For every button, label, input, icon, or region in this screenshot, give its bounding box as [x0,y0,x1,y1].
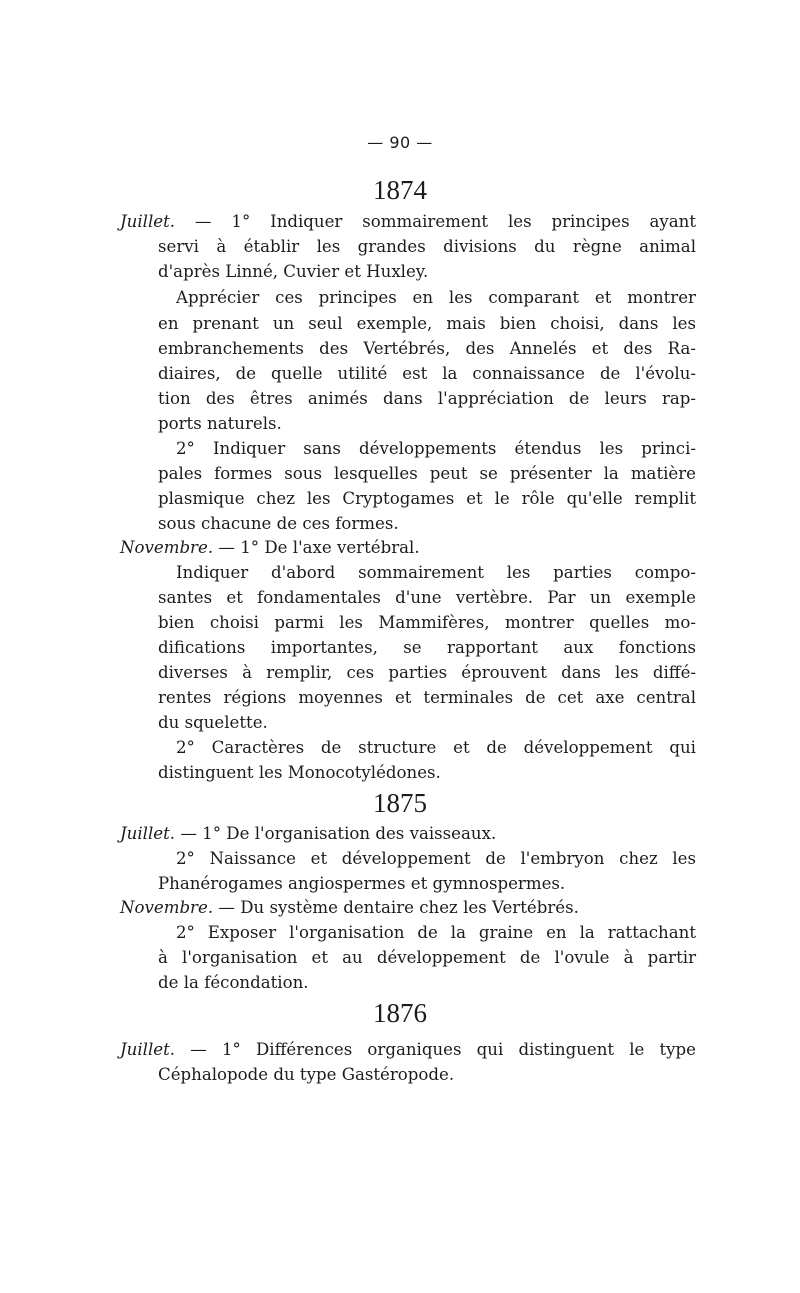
paragraph-line: Novembre. — Du système dentaire chez les Vertébrés. [120,898,579,917]
paragraph-line: 2° Caractères de structure et de développement qui [176,738,696,757]
paragraph-line: 2° Naissance et développement de l'embryon chez les [176,849,696,868]
paragraph-line: 2° Indiquer sans développements étendus les princi- [176,439,696,458]
paragraph-line: 2° Exposer l'organisation de la graine en la rattachant [176,923,696,942]
paragraph-line: diaires, de quelle utilité est la connaissance de l'évolu- [158,364,696,383]
paragraph-line: bien choisi parmi les Mammifères, montrer quelles mo- [158,613,696,632]
month-label: Novembre. [120,538,214,557]
year-heading-1875: 1875 [373,788,427,818]
year-heading-1874: 1874 [373,175,427,205]
year-heading-1876: 1876 [373,998,427,1028]
month-label: Novembre. [120,898,214,917]
paragraph-line: difications importantes, se rapportant aux fonctions [158,638,696,657]
paragraph-line: tion des êtres animés dans l'appréciation de leurs rap- [158,389,696,408]
paragraph-line: rentes régions moyennes et terminales de cet axe central [158,688,696,707]
paragraph-line: d'après Linné, Cuvier et Huxley. [158,262,429,281]
paragraph-line: de la fécondation. [158,973,309,992]
paragraph-line: Novembre. — 1° De l'axe vertébral. [120,538,420,557]
paragraph-line: servi à établir les grandes divisions du règne animal [158,237,696,256]
paragraph-line: sous chacune de ces formes. [158,514,399,533]
paragraph-line: en prenant un seul exemple, mais bien choisi, dans les [158,314,696,333]
month-label: Juillet. [120,824,176,843]
paragraph-line: Juillet. — 1° Différences organiques qui distinguent le type [120,1040,696,1059]
paragraph-line: ports naturels. [158,414,282,433]
paragraph-line: Céphalopode du type Gastéropode. [158,1065,455,1084]
paragraph-line: embranchements des Vertébrés, des Annelés et des Ra- [158,339,696,358]
paragraph-line: pales formes sous lesquelles peut se présenter la matière [158,464,696,483]
paragraph-line: Phanérogames angiospermes et gymnospermes. [158,874,566,893]
paragraph-line: Apprécier ces principes en les comparant et montrer [176,288,696,307]
paragraph-line: diverses à remplir, ces parties éprouvent dans les diffé- [158,663,696,682]
paragraph-line: santes et fondamentales d'une vertèbre. Par un exemple [158,588,696,607]
month-label: Juillet. [120,212,176,231]
paragraph-line: Indiquer d'abord sommairement les parties compo- [176,563,696,582]
page-number: — 90 — [367,133,433,152]
paragraph-line: à l'organisation et au développement de l'ovule à partir [158,948,696,967]
paragraph-line: Juillet. — 1° De l'organisation des vaisseaux. [120,824,497,843]
paragraph-line: du squelette. [158,713,268,732]
month-label: Juillet. [120,1040,176,1059]
paragraph-line: distinguent les Monocotylédones. [158,763,441,782]
paragraph-line: plasmique chez les Cryptogames et le rôle qu'elle remplit [158,489,696,508]
paragraph-line: Juillet. — 1° Indiquer sommairement les principes ayant [120,212,696,231]
